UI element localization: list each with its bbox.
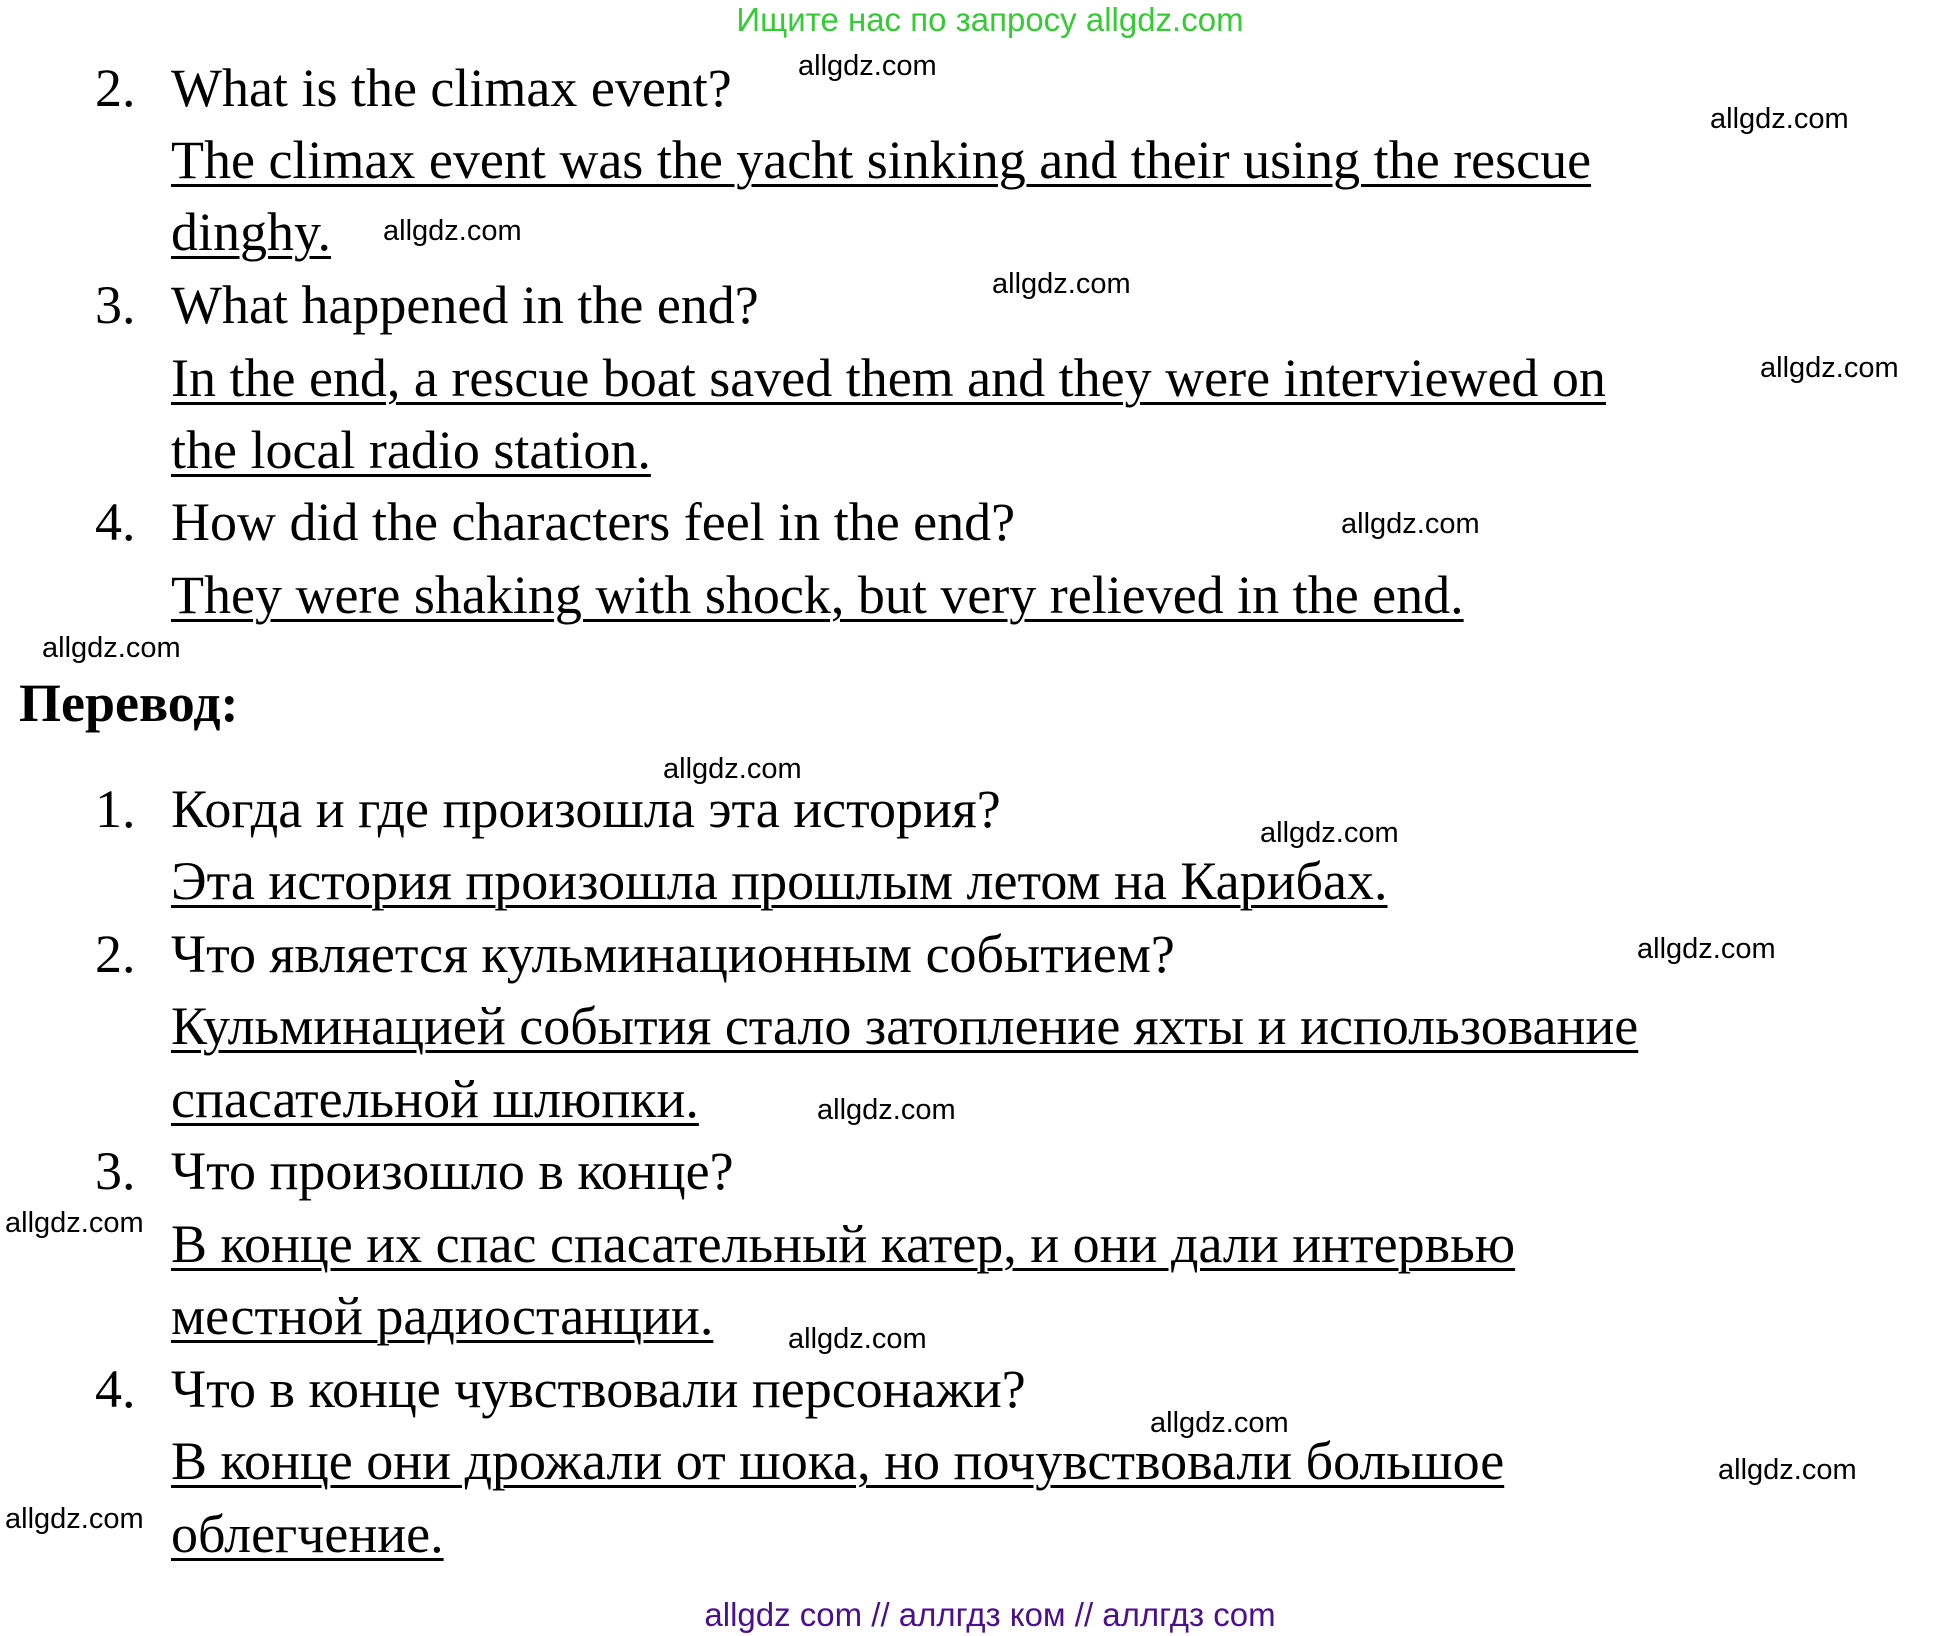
question-text: Что является кульминационным событием? — [171, 924, 1175, 984]
question-number: 1. — [95, 779, 136, 839]
translation-heading: Перевод: — [19, 673, 239, 733]
watermark: allgdz.com — [798, 50, 937, 82]
watermark: allgdz.com — [42, 632, 181, 664]
question-text: What is the climax event? — [171, 58, 732, 118]
watermark: allgdz.com — [992, 268, 1131, 300]
watermark: allgdz.com — [1637, 933, 1776, 965]
answer-text: In the end, a rescue boat saved them and they were interviewed on — [171, 348, 1606, 408]
watermark: allgdz.com — [5, 1503, 144, 1535]
watermark: allgdz.com — [1150, 1407, 1289, 1439]
question-number: 2. — [95, 924, 136, 984]
question-text: Что произошло в конце? — [171, 1141, 734, 1201]
footer-banner: allgdz com // аллгдз ком // аллгдз com — [704, 1596, 1276, 1633]
answer-text: местной радиостанции. — [171, 1286, 714, 1346]
watermark: allgdz.com — [1710, 103, 1849, 135]
question-text: How did the characters feel in the end? — [171, 492, 1016, 552]
header-banner: Ищите нас по запросу allgdz.com — [736, 1, 1244, 38]
question-text: Когда и где произошла эта история? — [171, 779, 1001, 839]
answer-text: В конце они дрожали от шока, но почувствовали большое — [171, 1431, 1505, 1491]
question-text: What happened in the end? — [171, 275, 759, 335]
answer-text: Эта история произошла прошлым летом на Карибах. — [171, 851, 1388, 911]
watermark: allgdz.com — [817, 1094, 956, 1126]
watermark: allgdz.com — [1260, 817, 1399, 849]
watermark: allgdz.com — [788, 1323, 927, 1355]
watermark: allgdz.com — [1718, 1454, 1857, 1486]
question-text: Что в конце чувствовали персонажи? — [171, 1359, 1026, 1419]
watermark: allgdz.com — [1341, 508, 1480, 540]
question-number: 2. — [95, 58, 136, 118]
watermark: allgdz.com — [1760, 352, 1899, 384]
watermark: allgdz.com — [383, 215, 522, 247]
answer-text: Кульминацией события стало затопление яхты и использование — [171, 996, 1639, 1056]
answer-text: the local radio station. — [171, 420, 651, 480]
question-number: 3. — [95, 275, 136, 335]
question-number: 4. — [95, 492, 136, 552]
answer-text: спасательной шлюпки. — [171, 1069, 699, 1129]
answer-text: The climax event was the yacht sinking and their using the rescue — [171, 130, 1592, 190]
watermark: allgdz.com — [5, 1207, 144, 1239]
question-number: 4. — [95, 1359, 136, 1419]
answer-text: They were shaking with shock, but very relieved in the end. — [171, 565, 1464, 625]
answer-text: В конце их спас спасательный катер, и они дали интервью — [171, 1214, 1516, 1274]
question-number: 3. — [95, 1141, 136, 1201]
answer-text: облегчение. — [171, 1504, 444, 1564]
watermark: allgdz.com — [663, 753, 802, 785]
answer-text: dinghy. — [171, 202, 331, 262]
